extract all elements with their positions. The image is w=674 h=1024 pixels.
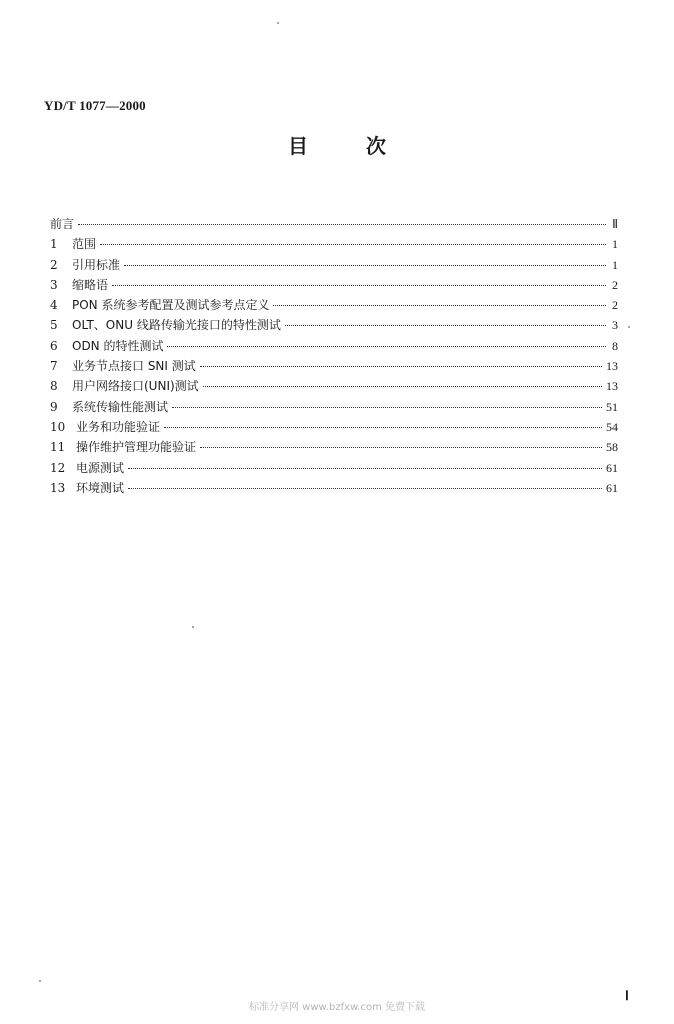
toc-entry-8[interactable]	[50, 376, 618, 396]
toc-entry-text: 系统传输性能测试	[72, 399, 169, 414]
toc-leader-dots	[128, 488, 602, 489]
toc-entry-text: PON 系统参考配置及测试参考点定义	[72, 298, 270, 313]
toc-entry-page: 58	[606, 440, 618, 455]
toc-entry-page: 13	[606, 359, 618, 374]
toc-entry-page: 61	[606, 480, 618, 495]
toc-entry-number: 3	[50, 277, 58, 292]
toc-entry-text: 业务和功能验证	[76, 419, 161, 434]
toc-entry-text: 缩略语	[72, 277, 109, 292]
toc-entry-5[interactable]	[50, 315, 618, 335]
toc-entry-text: 前言	[50, 217, 75, 231]
toc-leader-dots	[78, 224, 606, 225]
toc-leader-dots	[112, 285, 606, 286]
toc-entry-number: 6	[50, 338, 58, 353]
toc-leader-dots	[124, 265, 606, 266]
toc-entry-number: 9	[50, 399, 58, 414]
toc-entry-number: 12	[50, 460, 66, 475]
toc-entry-9[interactable]	[50, 397, 618, 417]
title-char-1: 目	[288, 134, 308, 158]
toc-leader-dots	[100, 244, 606, 245]
page-title	[0, 130, 674, 159]
toc-leader-dots	[200, 447, 602, 448]
standard-code: YD/T 1077—2000	[44, 98, 146, 113]
toc-leader-dots	[200, 366, 602, 367]
title-char-2: 次	[366, 134, 386, 158]
toc-entry-number: 13	[50, 480, 66, 495]
toc-entry-page: 8	[612, 338, 618, 353]
toc-entry-3[interactable]	[50, 275, 618, 295]
scan-speck	[39, 980, 41, 982]
toc-entry-1[interactable]	[50, 234, 618, 254]
watermark: 标准分享网 www.bzfxw.com 免费下载	[249, 1002, 425, 1013]
table-of-contents	[50, 214, 618, 498]
toc-entry-page: 1	[612, 257, 618, 272]
toc-entry-12[interactable]	[50, 458, 618, 478]
toc-entry-preface[interactable]	[50, 214, 618, 234]
toc-leader-dots	[273, 305, 606, 306]
toc-leader-dots	[128, 468, 602, 469]
toc-leader-dots	[285, 325, 606, 326]
toc-leader-dots	[172, 407, 602, 408]
toc-leader-dots	[164, 427, 602, 428]
toc-entry-number: 8	[50, 379, 58, 394]
toc-entry-page: 2	[612, 298, 618, 313]
toc-entry-page: 2	[612, 277, 618, 292]
toc-entry-2[interactable]	[50, 255, 618, 275]
toc-entry-13[interactable]	[50, 478, 618, 498]
toc-entry-text: 操作维护管理功能验证	[76, 440, 197, 455]
toc-entry-number: 2	[50, 257, 58, 272]
toc-entry-text: 电源测试	[76, 460, 125, 475]
toc-entry-page: 1	[612, 237, 618, 252]
toc-entry-4[interactable]	[50, 295, 618, 315]
toc-entry-number: 4	[50, 298, 58, 313]
toc-entry-page: 51	[606, 399, 618, 414]
toc-entry-number: 11	[50, 440, 66, 455]
toc-entry-page: 61	[606, 460, 618, 475]
toc-entry-text: 范围	[72, 237, 97, 252]
page-number: Ⅰ	[625, 988, 629, 1003]
toc-entry-11[interactable]	[50, 437, 618, 457]
toc-leader-dots	[203, 386, 602, 387]
scan-speck	[277, 22, 279, 24]
toc-entry-7[interactable]	[50, 356, 618, 376]
toc-entry-number: 1	[50, 237, 58, 252]
toc-entry-10[interactable]	[50, 417, 618, 437]
scan-speck	[192, 626, 194, 628]
toc-entry-number: 5	[50, 318, 58, 333]
toc-entry-page: 3	[612, 318, 618, 333]
toc-entry-page: 13	[606, 379, 618, 394]
toc-entry-text: 引用标准	[72, 257, 121, 272]
toc-entry-page: Ⅱ	[612, 217, 618, 231]
toc-leader-dots	[167, 346, 606, 347]
toc-entry-page: 54	[606, 419, 618, 434]
toc-entry-text: 业务节点接口 SNI 测试	[72, 359, 196, 374]
toc-entry-text: 用户网络接口(UNI)测试	[72, 379, 199, 394]
toc-entry-number: 7	[50, 359, 58, 374]
scan-speck	[628, 326, 630, 328]
toc-entry-text: OLT、ONU 线路传输光接口的特性测试	[72, 318, 281, 333]
toc-entry-text: 环境测试	[76, 480, 125, 495]
toc-entry-text: ODN 的特性测试	[72, 338, 164, 353]
toc-entry-number: 10	[50, 419, 66, 434]
toc-entry-6[interactable]	[50, 336, 618, 356]
